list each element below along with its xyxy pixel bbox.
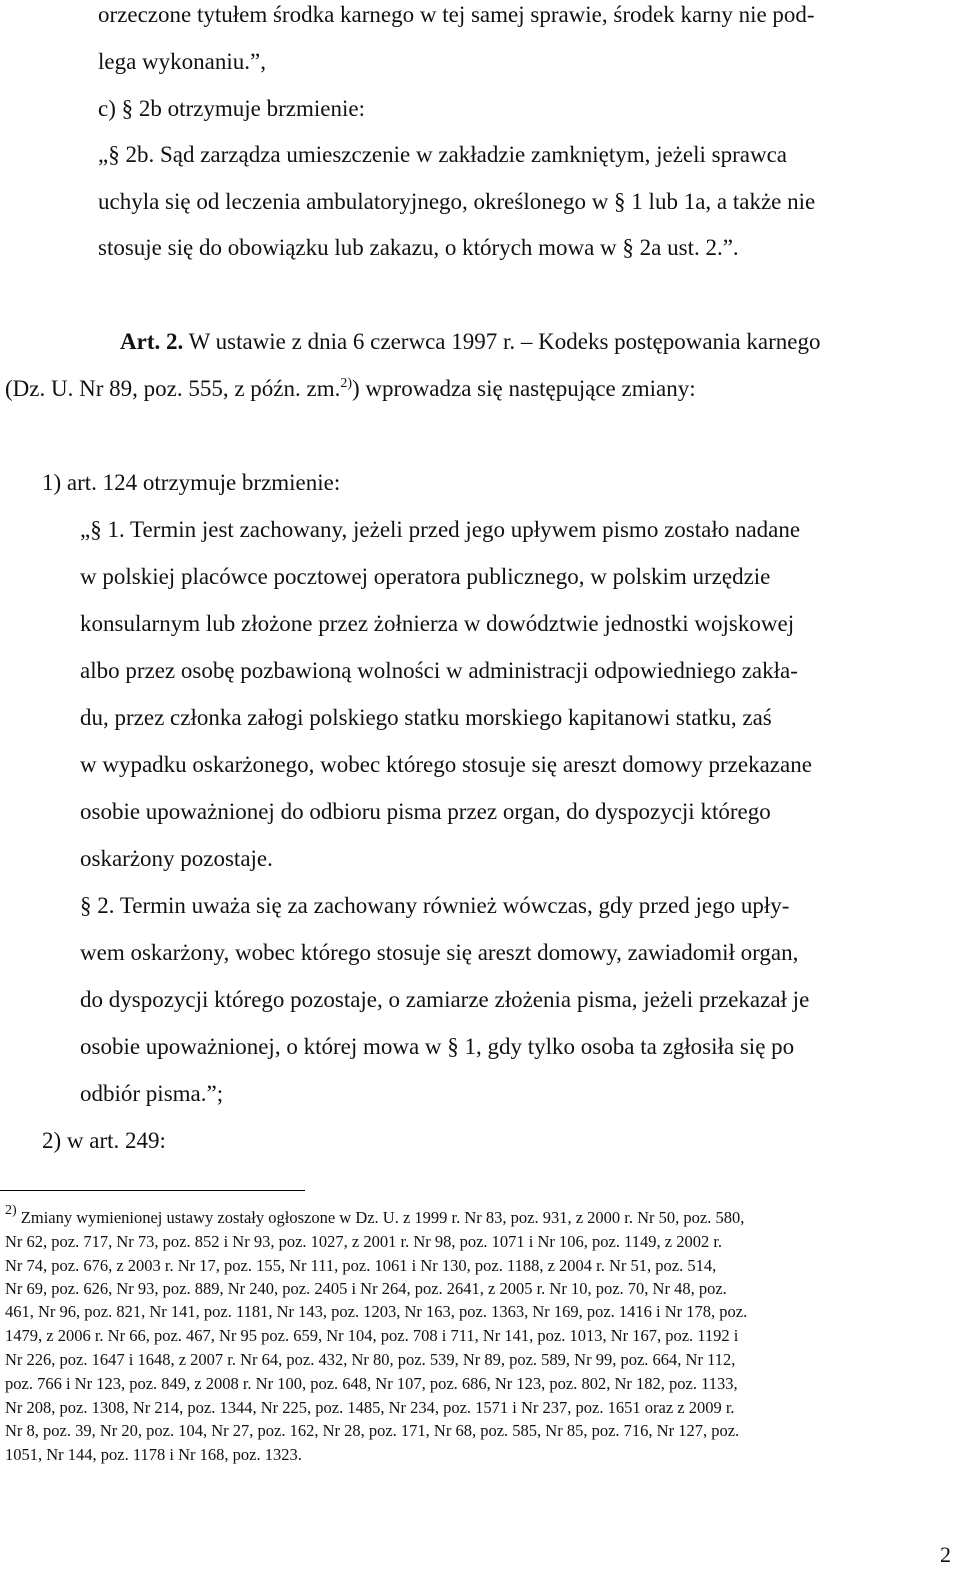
item-1-line: § 2. Termin uważa się za zachowany również wówczas, gdy przed jego upły- — [80, 893, 790, 918]
item-1-line: odbiór pisma.”; — [80, 1081, 224, 1106]
item-1-line: konsularnym lub złożone przez żołnierza w dowództwie jednostki wojskowej — [80, 611, 795, 636]
footnote-line: 1051, Nr 144, poz. 1178 i Nr 168, poz. 1323. — [5, 1445, 302, 1464]
body-line: orzeczone tytułem środka karnego w tej samej sprawie, środek karny nie pod- — [98, 2, 815, 27]
article-text: (Dz. U. Nr 89, poz. 555, z późn. zm. — [5, 376, 341, 401]
item-1-line: do dyspozycji którego pozostaje, o zamiarze złożenia pisma, jeżeli przekazał je — [80, 987, 810, 1012]
article-text: W ustawie z dnia 6 czerwca 1997 r. – Kodeks postępowania karnego — [188, 329, 821, 354]
item-1-line: w wypadku oskarżonego, wobec którego stosuje się areszt domowy przekazane — [80, 752, 812, 777]
item-1-line: oskarżony pozostaje. — [80, 846, 273, 871]
body-line: lega wykonaniu.”, — [98, 49, 266, 74]
footnote-line: 1479, z 2006 r. Nr 66, poz. 467, Nr 95 poz. 659, Nr 104, poz. 708 i 711, Nr 141, poz. 1013, Nr 167, poz. 1192 i — [5, 1326, 739, 1345]
body-line: „§ 2b. Sąd zarządza umieszczenie w zakładzie zamkniętym, jeżeli sprawca — [98, 142, 788, 167]
item-1-line: „§ 1. Termin jest zachowany, jeżeli przed jego upływem pismo zostało nadane — [80, 517, 801, 542]
body-line: c) § 2b otrzymuje brzmienie: — [98, 96, 365, 121]
body-line: uchyla się od leczenia ambulatoryjnego, określonego w § 1 lub 1a, a także nie — [98, 189, 816, 214]
footnote-text: Zmiany wymienionej ustawy zostały ogłoszone w Dz. U. z 1999 r. Nr 83, poz. 931, z 2000 r. Nr 50, poz. 580, — [20, 1208, 745, 1227]
article-2-heading — [120, 328, 820, 356]
item-1-line: osobie upoważnionej do odbioru pisma przez organ, do dyspozycji którego — [80, 799, 771, 824]
article-2-line — [5, 375, 696, 403]
footnote-reference: 2) — [340, 376, 353, 391]
footnote-line: Nr 226, poz. 1647 i 1648, z 2007 r. Nr 64, poz. 432, Nr 80, poz. 539, Nr 89, poz. 589, Nr 99, poz. 664, Nr 112, — [5, 1350, 736, 1369]
item-1-line: w polskiej placówce pocztowej operatora publicznego, w polskim urzędzie — [80, 564, 771, 589]
footnote-line: Nr 74, poz. 676, z 2003 r. Nr 17, poz. 155, Nr 111, poz. 1061 i Nr 130, poz. 1188, z 2004 r. Nr 51, poz. 514, — [5, 1256, 717, 1275]
footnote-marker: 2) — [5, 1203, 17, 1218]
item-2-heading: 2) w art. 249: — [42, 1128, 166, 1153]
footnote-line — [5, 1203, 745, 1228]
article-label: Art. 2. — [120, 329, 184, 354]
footnote-line: 461, Nr 96, poz. 821, Nr 141, poz. 1181, Nr 143, poz. 1203, Nr 163, poz. 1363, Nr 169, poz. 1416 i Nr 178, poz. — [5, 1302, 748, 1321]
body-line: stosuje się do obowiązku lub zakazu, o których mowa w § 2a ust. 2.”. — [98, 235, 739, 260]
article-text: ) wprowadza się następujące zmiany: — [352, 376, 696, 401]
item-1-line: du, przez członka załogi polskiego statku morskiego kapitanowi statku, zaś — [80, 705, 772, 730]
item-1-line: wem oskarżony, wobec którego stosuje się areszt domowy, zawiadomił organ, — [80, 940, 799, 965]
footnote-line: poz. 766 i Nr 123, poz. 849, z 2008 r. Nr 100, poz. 648, Nr 107, poz. 686, Nr 123, poz. 802, Nr 182, poz. 1133, — [5, 1374, 738, 1393]
footnote-line: Nr 8, poz. 39, Nr 20, poz. 104, Nr 27, poz. 162, Nr 28, poz. 171, Nr 68, poz. 585, Nr 85, poz. 716, Nr 127, poz. — [5, 1421, 740, 1440]
footnote-separator — [0, 1190, 305, 1191]
footnote-line: Nr 208, poz. 1308, Nr 214, poz. 1344, Nr 225, poz. 1485, Nr 234, poz. 1571 i Nr 237, poz. 1651 oraz z 2009 r. — [5, 1398, 735, 1417]
item-1-line: albo przez osobę pozbawioną wolności w administracji odpowiedniego zakła- — [80, 658, 798, 683]
footnote-line: Nr 69, poz. 626, Nr 93, poz. 889, Nr 240, poz. 2405 i Nr 264, poz. 2641, z 2005 r. Nr 10, poz. 70, Nr 48, poz. — [5, 1279, 727, 1298]
item-1-line: osobie upoważnionej, o której mowa w § 1, gdy tylko osoba ta zgłosiła się po — [80, 1034, 795, 1059]
page-number: 2 — [940, 1542, 951, 1567]
item-1-heading: 1) art. 124 otrzymuje brzmienie: — [42, 470, 341, 495]
footnote-line: Nr 62, poz. 717, Nr 73, poz. 852 i Nr 93, poz. 1027, z 2001 r. Nr 98, poz. 1071 i Nr 106, poz. 1149, z 2002 r. — [5, 1232, 723, 1251]
